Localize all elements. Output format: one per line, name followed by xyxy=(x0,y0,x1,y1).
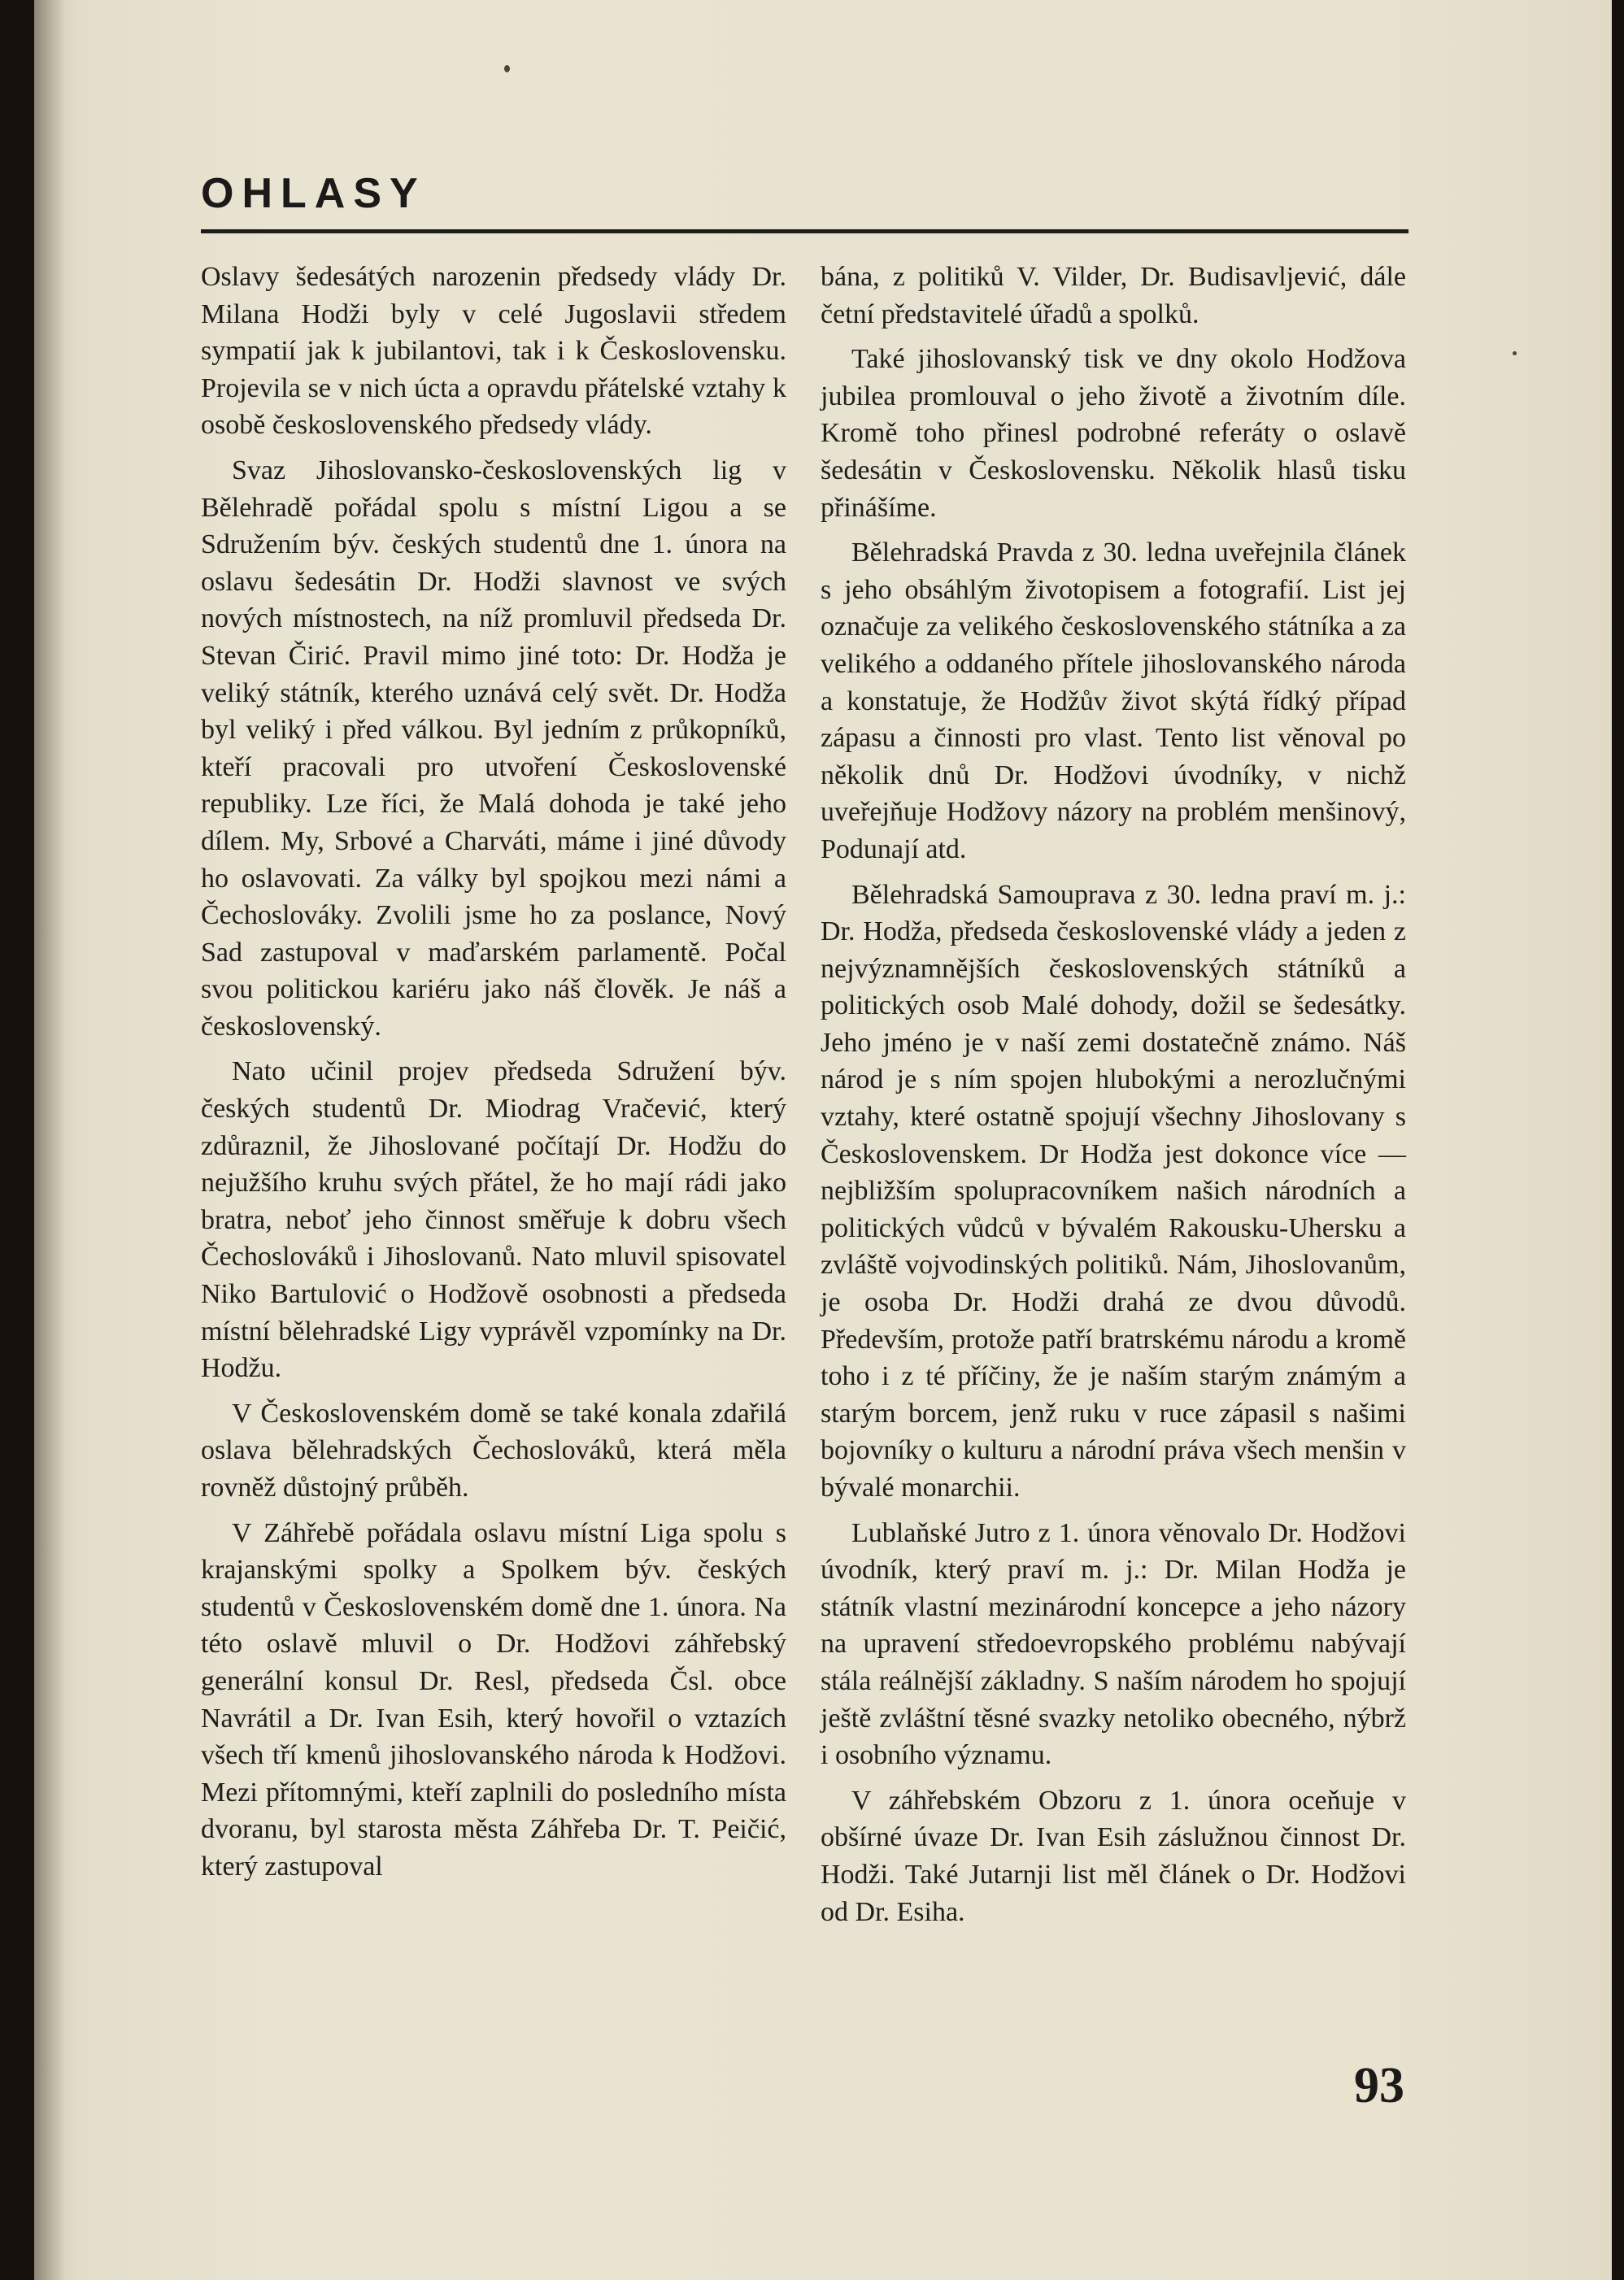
dust-speck xyxy=(504,65,510,72)
paragraph: Také jihoslovanský tisk ve dny okolo Hodžova jubilea promlouval o jeho životě a životním díle. Kromě toho přinesl podrobné referáty o oslavě šedesátin v Československu. Několik hlasů tisku přinášíme. xyxy=(821,344,1406,523)
paragraph: Bělehradská Samouprava z 30. ledna praví m. j.: Dr. Hodža, předseda československé vlády a jeden z nejvýznamnějších československých státníků a politických osob Malé dohody, dožil se šedesátky. Jeho jméno je v naší zemi dostatečně známo. Náš národ je s ním spojen hlubokými a nerozlučnými vztahy, které ostatně spojují všechny Jihoslovany s Československem. Dr Hodža jest dokonce více — nejbližším spolupracovníkem našich národních a politických vůdců v bývalém Rakousku-Uhersku a zvláště vojvodinských politiků. Nám, Jihoslovanům, je osoba Dr. Hodži drahá ze dvou důvodů. Především, protože patří bratrskému národu a kromě toho i z té příčiny, že je naším starým známým a starým borcem, jenž ruku v ruce zápasil s našimi bojovníky o kulturu a národní práva všech menšin v bývalé monarchii. xyxy=(821,879,1406,1503)
paragraph: bána, z politiků V. Vilder, Dr. Budisavljević, dále četní představitelé úřadů a spolků. xyxy=(821,262,1406,329)
spine-shadow xyxy=(34,0,65,2280)
paragraph: V Československém domě se také konala zdařilá oslava bělehradských Čechoslováků, která měla rovněž důstojný průběh. xyxy=(201,1398,786,1503)
dust-speck xyxy=(1513,351,1517,355)
paragraph: Oslavy šedesátých narozenin předsedy vlády Dr. Milana Hodži byly v celé Jugoslavii středem sympatií jak k jubilantovi, tak i k Československu. Projevila se v nich úcta a opravdu přátelské vztahy k osobě československého předsedy vlády. xyxy=(201,262,786,441)
section-heading: OHLASY xyxy=(201,170,426,217)
page-number: 93 xyxy=(1354,2058,1404,2113)
paragraph: Svaz Jihoslovansko-československých lig v Bělehradě pořádal spolu s místní Ligou a se Sdružením býv. českých studentů dne 1. února na oslavu šedesátin Dr. Hodži slavnost ve svých nových místnostech, na níž promluvil předseda Dr. Stevan Čirić. Pravil mimo jiné toto: Dr. Hodža je veliký státník, kterého uznává celý svět. Dr. Hodža byl veliký i před válkou. Byl jedním z průkopníků, kteří pracovali pro utvoření Československé republiky. Lze říci, že Malá dohoda je také jeho dílem. My, Srbové a Charváti, máme i jiné důvody ho oslavovati. Za války byl spojkou mezi námi a Čechoslováky. Zvolili jsme ho za poslance, Nový Sad zastupoval v maďarském parlamentě. Počal svou politickou kariéru jako náš člověk. Je náš a československý. xyxy=(201,455,786,1042)
magazine-page xyxy=(34,0,1612,2280)
paragraph: V Záhřebě pořádala oslavu místní Liga spolu s krajanskými spolky a Spolkem býv. českých studentů v Československém domě dne 1. února. Na této oslavě mluvil o Dr. Hodžovi záhřebský generální konsul Dr. Resl, předseda Čsl. obce Navrátil a Dr. Ivan Esih, který hovořil o vztazích všech tří kmenů jihoslovanského národa k Hodžovi. Mezi přítomnými, kteří zaplnili do posledního místa dvoranu, byl starosta města Záhřeba Dr. T. Peičić, který zastupoval xyxy=(201,1517,786,1882)
heading-rule xyxy=(201,229,1408,233)
paragraph: Nato učinil projev předseda Sdružení býv. českých studentů Dr. Miodrag Vračević, který zdůraznil, že Jihoslované počítají Dr. Hodžu do nejužšího kruhu svých přátel, že ho mají rádi jako bratra, neboť jeho činnost směřuje k dobru všech Čechoslováků i Jihoslovanů. Nato mluvil spisovatel Niko Bartulović o Hodžově osobnosti a předseda místní bělehradské Ligy vyprávěl vzpomínky na Dr. Hodžu. xyxy=(201,1056,786,1384)
right-column xyxy=(821,259,1406,1938)
left-column xyxy=(201,259,786,1894)
paragraph: V záhřebském Obzoru z 1. února oceňuje v obšírné úvaze Dr. Ivan Esih záslužnou činnost Dr. Hodži. Také Jutarnji list měl článek o Dr. Hodžovi od Dr. Esiha. xyxy=(821,1785,1406,1927)
paragraph: Bělehradská Pravda z 30. ledna uveřejnila článek s jeho obsáhlým životopisem a fotografií. List jej označuje za velikého československého státníka a za velikého a oddaného přítele jihoslovanského národa a konstatuje, že Hodžův život skýtá řídký případ zápasu a činnosti pro vlast. Tento list věnoval po několik dnů Dr. Hodžovi úvodníky, v nichž uveřejňuje Hodžovy názory na problém menšinový, Podunají atd. xyxy=(821,537,1406,864)
paragraph: Lublaňské Jutro z 1. února věnovalo Dr. Hodžovi úvodník, který praví m. j.: Dr. Milan Hodža je státník vlastní mezinárodní koncepce a jeho názory na upravení středoevropského problému nabývají stála reálnější základny. S naším národem ho spojují ještě zvláštní těsné svazky netoliko obecného, nýbrž i osobního významu. xyxy=(821,1517,1406,1771)
